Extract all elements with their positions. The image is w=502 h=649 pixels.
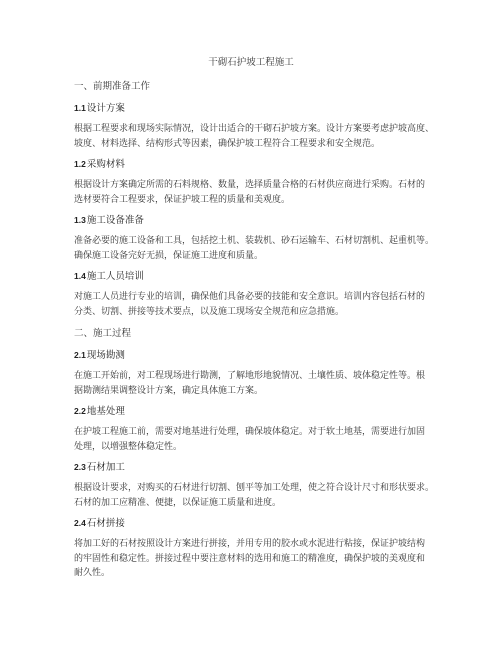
subsection-number: 1.2 — [74, 159, 86, 169]
paragraph-line: 分类、切割、拼接等技术要点，以及施工现场安全规范和应急措施。 — [74, 306, 345, 317]
subsection-label: 石材加工 — [86, 462, 125, 473]
paragraph-stone-assembly — [74, 537, 434, 581]
subsection-number: 1.4 — [74, 271, 86, 281]
paragraph-line: 石材的加工应精准、便捷，以保证施工质量和进度。 — [74, 497, 282, 508]
paragraph-line: 根据工程要求和现场实际情况，设计出适合的干砌石护坡方案。设计方案要考虑护坡高度、 — [74, 124, 435, 134]
paragraph-foundation — [74, 425, 434, 454]
subsection-number: 1.1 — [74, 103, 86, 113]
subsection-label: 施工人员培训 — [86, 271, 144, 282]
paragraph-design — [74, 122, 434, 151]
subsection-number: 1.3 — [74, 215, 86, 225]
paragraph-survey — [74, 369, 434, 398]
subsection-number: 2.2 — [74, 406, 86, 416]
subsection-heading-training — [74, 270, 144, 283]
paragraph-line: 在施工开始前，对工程现场进行勘测，了解地形地貌情况、土壤性质、坡体稳定性等。根 — [74, 371, 426, 381]
subsection-label: 现场勘测 — [86, 350, 125, 361]
section-heading-construction: 二、施工过程 — [74, 328, 132, 339]
subsection-number: 2.4 — [74, 518, 86, 528]
paragraph-line: 在护坡工程施工前，需要对地基进行处理，确保坡体稳定。对于软土地基，需要进行加固 — [74, 427, 426, 437]
subsection-label: 石材拼接 — [86, 518, 125, 529]
paragraph-equipment — [74, 234, 434, 263]
paragraph-training — [74, 290, 434, 319]
document-title: 干砌石护坡工程施工 — [208, 57, 294, 68]
paragraph-line: 确保施工设备完好无损，保证施工进度和质量。 — [74, 250, 264, 261]
subsection-heading-materials — [74, 158, 125, 171]
subsection-label: 采购材料 — [86, 159, 125, 170]
paragraph-stone-processing — [74, 481, 434, 510]
paragraph-line: 根据设计方案确定所需的石料规格、数量，选择质量合格的石材供应商进行采购。石材的 — [74, 180, 426, 190]
subsection-number: 2.3 — [74, 462, 86, 472]
paragraph-materials — [74, 178, 434, 207]
paragraph-line: 根据设计要求，对购买的石材进行切割、刨平等加工处理，使之符合设计尺寸和形状要求。 — [74, 483, 435, 493]
paragraph-line: 坡度、材料选择、结构形式等因素，确保护坡工程符合工程要求和安全规范。 — [74, 138, 381, 149]
paragraph-line: 的牢固性和稳定性。拼接过程中要注意材料的选用和施工的精准度，确保护坡的美观度和 — [74, 553, 426, 564]
subsection-label: 地基处理 — [86, 406, 125, 417]
paragraph-line: 选材要符合工程要求，保证护坡工程的质量和美观度。 — [74, 194, 291, 205]
subsection-heading-stone-assembly — [74, 517, 125, 530]
paragraph-line: 据勘测结果调整设计方案，确定具体施工方案。 — [74, 385, 264, 396]
subsection-heading-stone-processing — [74, 461, 125, 474]
subsection-heading-equipment — [74, 214, 144, 227]
subsection-label: 施工设备准备 — [86, 215, 144, 226]
paragraph-line: 准备必要的施工设备和工具，包括挖土机、装载机、砂石运输车、石材切割机、起重机等。 — [74, 236, 435, 246]
subsection-heading-design — [74, 102, 125, 115]
paragraph-line: 将加工好的石材按照设计方案进行拼接，并用专用的胶水或水泥进行粘接，保证护坡结构 — [74, 539, 426, 549]
paragraph-line: 对施工人员进行专业的培训，确保他们具备必要的技能和安全意识。培训内容包括石材的 — [74, 292, 426, 302]
section-heading-preparation: 一、前期准备工作 — [74, 81, 151, 92]
subsection-label: 设计方案 — [86, 103, 125, 114]
subsection-number: 2.1 — [74, 350, 86, 360]
paragraph-line: 耐久性。 — [74, 568, 111, 578]
paragraph-line: 处理，以增强整体稳定性。 — [74, 441, 183, 452]
subsection-heading-survey — [74, 349, 125, 362]
subsection-heading-foundation — [74, 405, 125, 418]
